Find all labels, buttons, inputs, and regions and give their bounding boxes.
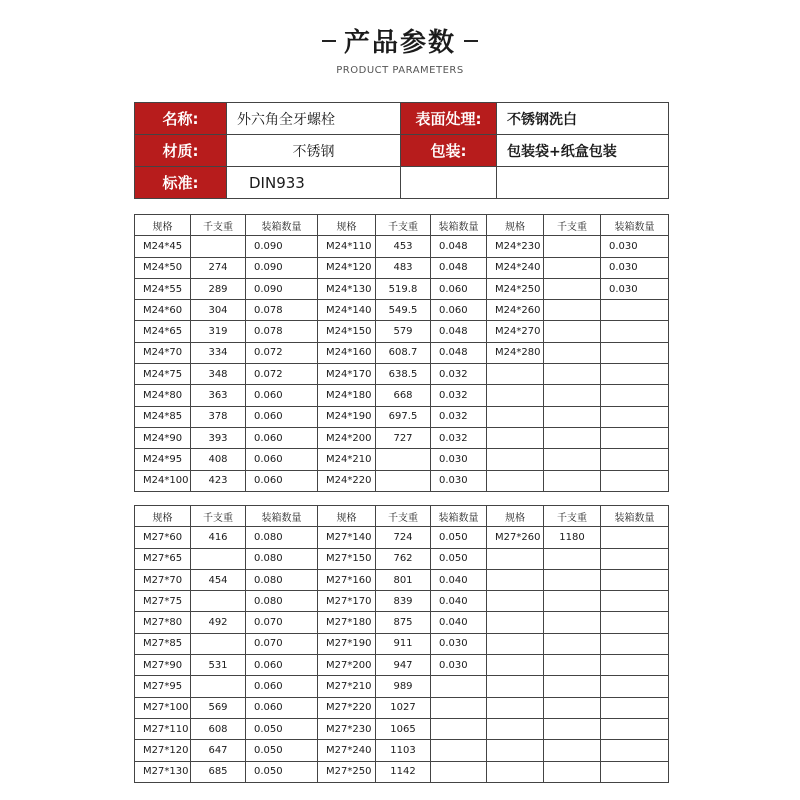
- weight-cell: 1142: [376, 761, 431, 782]
- box-qty-cell: 0.032: [431, 427, 487, 448]
- weight-cell: 416: [191, 527, 246, 548]
- box-qty-cell: 0.080: [246, 569, 318, 590]
- header-weight: 千支重: [544, 506, 601, 527]
- spec-cell: M27*120: [135, 740, 191, 761]
- box-qty-cell: 0.080: [246, 591, 318, 612]
- box-qty-cell: 0.030: [431, 470, 487, 491]
- box-qty-cell: 0.072: [246, 342, 318, 363]
- box-qty-cell: [601, 591, 669, 612]
- table-header-row: [135, 215, 669, 236]
- table-row: [135, 527, 669, 548]
- info-row-material: [135, 135, 669, 167]
- spec-cell: M27*200: [318, 655, 376, 676]
- table-row: [135, 548, 669, 569]
- header-spec: 规格: [135, 506, 191, 527]
- weight-cell: 334: [191, 342, 246, 363]
- m24-spec-table: [134, 214, 669, 492]
- table-row: [135, 364, 669, 385]
- spec-cell: [487, 470, 544, 491]
- spec-cell: M24*260: [487, 300, 544, 321]
- weight-cell: [544, 718, 601, 739]
- spec-cell: M24*75: [135, 364, 191, 385]
- weight-cell: 579: [376, 321, 431, 342]
- weight-cell: [544, 612, 601, 633]
- weight-cell: 1065: [376, 718, 431, 739]
- box-qty-cell: [601, 385, 669, 406]
- table-row: [135, 257, 669, 278]
- table-row: [135, 406, 669, 427]
- page-header: [0, 22, 800, 76]
- weight-cell: 697.5: [376, 406, 431, 427]
- box-qty-cell: 0.030: [601, 257, 669, 278]
- spec-cell: [487, 449, 544, 470]
- weight-cell: [544, 697, 601, 718]
- box-qty-cell: 0.040: [431, 612, 487, 633]
- packaging-label: 包装:: [401, 135, 497, 167]
- header-box-qty: 装箱数量: [246, 215, 318, 236]
- box-qty-cell: 0.060: [246, 449, 318, 470]
- spec-cell: M27*140: [318, 527, 376, 548]
- box-qty-cell: [601, 527, 669, 548]
- spec-cell: M24*230: [487, 236, 544, 257]
- weight-cell: [376, 449, 431, 470]
- spec-cell: M27*60: [135, 527, 191, 548]
- spec-cell: M27*65: [135, 548, 191, 569]
- spec-cell: M27*170: [318, 591, 376, 612]
- material-label: 材质:: [135, 135, 227, 167]
- spec-cell: M24*280: [487, 342, 544, 363]
- spec-cell: M27*150: [318, 548, 376, 569]
- header-spec: 规格: [318, 215, 376, 236]
- weight-cell: [544, 278, 601, 299]
- weight-cell: 453: [376, 236, 431, 257]
- spec-cell: M27*70: [135, 569, 191, 590]
- spec-cell: [487, 676, 544, 697]
- m27-spec-table: [134, 505, 669, 783]
- table-row: [135, 278, 669, 299]
- spec-cell: M24*150: [318, 321, 376, 342]
- weight-cell: [544, 300, 601, 321]
- box-qty-cell: [601, 406, 669, 427]
- spec-cell: M24*210: [318, 449, 376, 470]
- weight-cell: 423: [191, 470, 246, 491]
- weight-cell: [544, 470, 601, 491]
- info-row-name: [135, 103, 669, 135]
- header-weight: 千支重: [376, 215, 431, 236]
- box-qty-cell: 0.078: [246, 321, 318, 342]
- spec-cell: [487, 612, 544, 633]
- spec-cell: M24*270: [487, 321, 544, 342]
- spec-cell: M24*80: [135, 385, 191, 406]
- weight-cell: [544, 449, 601, 470]
- spec-cell: M27*80: [135, 612, 191, 633]
- table-row: [135, 385, 669, 406]
- weight-cell: 727: [376, 427, 431, 448]
- box-qty-cell: 0.040: [431, 569, 487, 590]
- box-qty-cell: 0.048: [431, 342, 487, 363]
- box-qty-cell: [601, 697, 669, 718]
- spec-cell: M27*160: [318, 569, 376, 590]
- table-row: [135, 321, 669, 342]
- spec-cell: [487, 406, 544, 427]
- weight-cell: 668: [376, 385, 431, 406]
- box-qty-cell: 0.060: [246, 470, 318, 491]
- box-qty-cell: 0.060: [246, 385, 318, 406]
- box-qty-cell: [431, 676, 487, 697]
- box-qty-cell: 0.032: [431, 385, 487, 406]
- box-qty-cell: [601, 548, 669, 569]
- table-row: [135, 449, 669, 470]
- box-qty-cell: [601, 761, 669, 782]
- box-qty-cell: 0.060: [246, 427, 318, 448]
- box-qty-cell: 0.060: [246, 406, 318, 427]
- box-qty-cell: [601, 612, 669, 633]
- spec-cell: M27*250: [318, 761, 376, 782]
- box-qty-cell: [601, 342, 669, 363]
- weight-cell: 378: [191, 406, 246, 427]
- box-qty-cell: 0.090: [246, 257, 318, 278]
- box-qty-cell: 0.048: [431, 236, 487, 257]
- box-qty-cell: [431, 718, 487, 739]
- box-qty-cell: 0.030: [431, 449, 487, 470]
- spec-cell: M27*220: [318, 697, 376, 718]
- spec-cell: M24*170: [318, 364, 376, 385]
- weight-cell: 1027: [376, 697, 431, 718]
- spec-cell: M24*45: [135, 236, 191, 257]
- weight-cell: 393: [191, 427, 246, 448]
- weight-cell: [544, 342, 601, 363]
- header-weight: 千支重: [376, 506, 431, 527]
- spec-cell: M27*75: [135, 591, 191, 612]
- table-row: [135, 740, 669, 761]
- spec-cell: M27*95: [135, 676, 191, 697]
- box-qty-cell: [431, 697, 487, 718]
- box-qty-cell: [431, 740, 487, 761]
- spec-cell: [487, 697, 544, 718]
- weight-cell: 608.7: [376, 342, 431, 363]
- weight-cell: 875: [376, 612, 431, 633]
- box-qty-cell: [601, 449, 669, 470]
- box-qty-cell: [431, 761, 487, 782]
- box-qty-cell: 0.090: [246, 236, 318, 257]
- spec-cell: M27*190: [318, 633, 376, 654]
- weight-cell: 839: [376, 591, 431, 612]
- spec-cell: M27*130: [135, 761, 191, 782]
- header-box-qty: 装箱数量: [601, 506, 669, 527]
- spec-cell: M24*200: [318, 427, 376, 448]
- weight-cell: 1180: [544, 527, 601, 548]
- weight-cell: [544, 633, 601, 654]
- box-qty-cell: 0.070: [246, 633, 318, 654]
- weight-cell: [544, 406, 601, 427]
- surface-label: 表面处理:: [401, 103, 497, 135]
- table-row: [135, 612, 669, 633]
- header-spec: 规格: [318, 506, 376, 527]
- material-value: 不锈钢: [227, 135, 401, 167]
- weight-cell: [376, 470, 431, 491]
- weight-cell: [544, 321, 601, 342]
- header-box-qty: 装箱数量: [431, 506, 487, 527]
- spec-cell: M24*95: [135, 449, 191, 470]
- box-qty-cell: [601, 364, 669, 385]
- box-qty-cell: [601, 300, 669, 321]
- empty-cell: [497, 167, 669, 199]
- box-qty-cell: 0.030: [601, 278, 669, 299]
- header-spec: 规格: [487, 215, 544, 236]
- header-weight: 千支重: [191, 215, 246, 236]
- weight-cell: [191, 236, 246, 257]
- table-row: [135, 236, 669, 257]
- spec-cell: [487, 761, 544, 782]
- spec-cell: M27*230: [318, 718, 376, 739]
- packaging-value: 包装袋+纸盒包装: [497, 135, 669, 167]
- page-subtitle: PRODUCT PARAMETERS: [336, 65, 464, 76]
- weight-cell: 685: [191, 761, 246, 782]
- box-qty-cell: 0.030: [431, 633, 487, 654]
- spec-cell: M24*60: [135, 300, 191, 321]
- weight-cell: [544, 655, 601, 676]
- box-qty-cell: 0.032: [431, 364, 487, 385]
- box-qty-cell: 0.060: [431, 300, 487, 321]
- table-header-row: [135, 506, 669, 527]
- weight-cell: [191, 548, 246, 569]
- spec-cell: M24*180: [318, 385, 376, 406]
- weight-cell: [544, 427, 601, 448]
- box-qty-cell: 0.090: [246, 278, 318, 299]
- spec-cell: M24*190: [318, 406, 376, 427]
- spec-cell: M24*140: [318, 300, 376, 321]
- box-qty-cell: 0.060: [431, 278, 487, 299]
- header-spec: 规格: [487, 506, 544, 527]
- spec-cell: M27*110: [135, 718, 191, 739]
- weight-cell: 363: [191, 385, 246, 406]
- weight-cell: [544, 676, 601, 697]
- weight-cell: 319: [191, 321, 246, 342]
- spec-cell: M27*90: [135, 655, 191, 676]
- box-qty-cell: [601, 569, 669, 590]
- title-left-dash: [322, 40, 336, 42]
- box-qty-cell: 0.080: [246, 548, 318, 569]
- title-right-dash: [464, 40, 478, 42]
- weight-cell: 638.5: [376, 364, 431, 385]
- weight-cell: 348: [191, 364, 246, 385]
- box-qty-cell: [601, 321, 669, 342]
- weight-cell: 289: [191, 278, 246, 299]
- spec-cell: [487, 655, 544, 676]
- weight-cell: [191, 591, 246, 612]
- weight-cell: 519.8: [376, 278, 431, 299]
- weight-cell: 569: [191, 697, 246, 718]
- spec-cell: M27*240: [318, 740, 376, 761]
- spec-cell: M24*240: [487, 257, 544, 278]
- table-row: [135, 655, 669, 676]
- spec-cell: M27*180: [318, 612, 376, 633]
- spec-cell: [487, 633, 544, 654]
- spec-cell: M24*65: [135, 321, 191, 342]
- spec-cell: M24*85: [135, 406, 191, 427]
- box-qty-cell: 0.048: [431, 257, 487, 278]
- box-qty-cell: 0.078: [246, 300, 318, 321]
- weight-cell: 408: [191, 449, 246, 470]
- weight-cell: 304: [191, 300, 246, 321]
- title-row: [0, 22, 800, 59]
- weight-cell: 531: [191, 655, 246, 676]
- spec-cell: M24*110: [318, 236, 376, 257]
- spec-cell: [487, 427, 544, 448]
- box-qty-cell: 0.032: [431, 406, 487, 427]
- box-qty-cell: 0.080: [246, 527, 318, 548]
- spec-cell: [487, 385, 544, 406]
- product-info-table: [134, 102, 669, 199]
- page-title: 产品参数: [343, 28, 456, 58]
- weight-cell: [544, 740, 601, 761]
- weight-cell: [544, 548, 601, 569]
- spec-cell: M24*250: [487, 278, 544, 299]
- spec-cell: M27*210: [318, 676, 376, 697]
- weight-cell: 549.5: [376, 300, 431, 321]
- standard-label: 标准:: [135, 167, 227, 199]
- header-weight: 千支重: [191, 506, 246, 527]
- box-qty-cell: 0.050: [246, 761, 318, 782]
- box-qty-cell: [601, 655, 669, 676]
- box-qty-cell: 0.040: [431, 591, 487, 612]
- box-qty-cell: 0.050: [431, 527, 487, 548]
- box-qty-cell: 0.050: [246, 740, 318, 761]
- spec-cell: M27*100: [135, 697, 191, 718]
- box-qty-cell: [601, 676, 669, 697]
- weight-cell: 647: [191, 740, 246, 761]
- weight-cell: 989: [376, 676, 431, 697]
- table-row: [135, 342, 669, 363]
- weight-cell: 608: [191, 718, 246, 739]
- weight-cell: [544, 364, 601, 385]
- weight-cell: 801: [376, 569, 431, 590]
- table-row: [135, 697, 669, 718]
- table-row: [135, 633, 669, 654]
- name-label: 名称:: [135, 103, 227, 135]
- header-spec: 规格: [135, 215, 191, 236]
- box-qty-cell: 0.060: [246, 697, 318, 718]
- weight-cell: 911: [376, 633, 431, 654]
- name-value: 外六角全牙螺栓: [227, 103, 401, 135]
- weight-cell: [191, 676, 246, 697]
- info-row-standard: [135, 167, 669, 199]
- weight-cell: 762: [376, 548, 431, 569]
- header-box-qty: 装箱数量: [601, 215, 669, 236]
- header-weight: 千支重: [544, 215, 601, 236]
- weight-cell: [544, 385, 601, 406]
- weight-cell: [544, 236, 601, 257]
- spec-cell: [487, 591, 544, 612]
- weight-cell: [544, 257, 601, 278]
- spec-cell: M24*90: [135, 427, 191, 448]
- box-qty-cell: 0.048: [431, 321, 487, 342]
- box-qty-cell: [601, 718, 669, 739]
- weight-cell: 724: [376, 527, 431, 548]
- table-row: [135, 591, 669, 612]
- spec-cell: [487, 548, 544, 569]
- weight-cell: 492: [191, 612, 246, 633]
- spec-cell: [487, 364, 544, 385]
- spec-cell: [487, 740, 544, 761]
- table-row: [135, 470, 669, 491]
- weight-cell: [191, 633, 246, 654]
- weight-cell: [544, 591, 601, 612]
- box-qty-cell: 0.060: [246, 676, 318, 697]
- spec-cell: M24*130: [318, 278, 376, 299]
- weight-cell: [544, 569, 601, 590]
- spec-cell: [487, 569, 544, 590]
- weight-cell: 483: [376, 257, 431, 278]
- box-qty-cell: 0.030: [431, 655, 487, 676]
- spec-cell: M27*260: [487, 527, 544, 548]
- weight-cell: 274: [191, 257, 246, 278]
- box-qty-cell: [601, 427, 669, 448]
- table-row: [135, 718, 669, 739]
- table-row: [135, 300, 669, 321]
- table-row: [135, 427, 669, 448]
- box-qty-cell: [601, 470, 669, 491]
- spec-cell: M27*85: [135, 633, 191, 654]
- table-row: [135, 569, 669, 590]
- weight-cell: 947: [376, 655, 431, 676]
- box-qty-cell: 0.050: [431, 548, 487, 569]
- spec-cell: M24*120: [318, 257, 376, 278]
- spec-cell: M24*70: [135, 342, 191, 363]
- spec-cell: M24*100: [135, 470, 191, 491]
- standard-value: DIN933: [227, 167, 401, 199]
- weight-cell: 1103: [376, 740, 431, 761]
- spec-cell: M24*220: [318, 470, 376, 491]
- weight-cell: [544, 761, 601, 782]
- weight-cell: 454: [191, 569, 246, 590]
- surface-value: 不锈钢洗白: [497, 103, 669, 135]
- table-row: [135, 761, 669, 782]
- header-box-qty: 装箱数量: [246, 506, 318, 527]
- box-qty-cell: 0.050: [246, 718, 318, 739]
- spec-cell: M24*50: [135, 257, 191, 278]
- empty-cell: [401, 167, 497, 199]
- box-qty-cell: [601, 740, 669, 761]
- box-qty-cell: [601, 633, 669, 654]
- spec-cell: M24*160: [318, 342, 376, 363]
- spec-cell: M24*55: [135, 278, 191, 299]
- box-qty-cell: 0.060: [246, 655, 318, 676]
- table-row: [135, 676, 669, 697]
- header-box-qty: 装箱数量: [431, 215, 487, 236]
- spec-cell: [487, 718, 544, 739]
- box-qty-cell: 0.030: [601, 236, 669, 257]
- box-qty-cell: 0.070: [246, 612, 318, 633]
- box-qty-cell: 0.072: [246, 364, 318, 385]
